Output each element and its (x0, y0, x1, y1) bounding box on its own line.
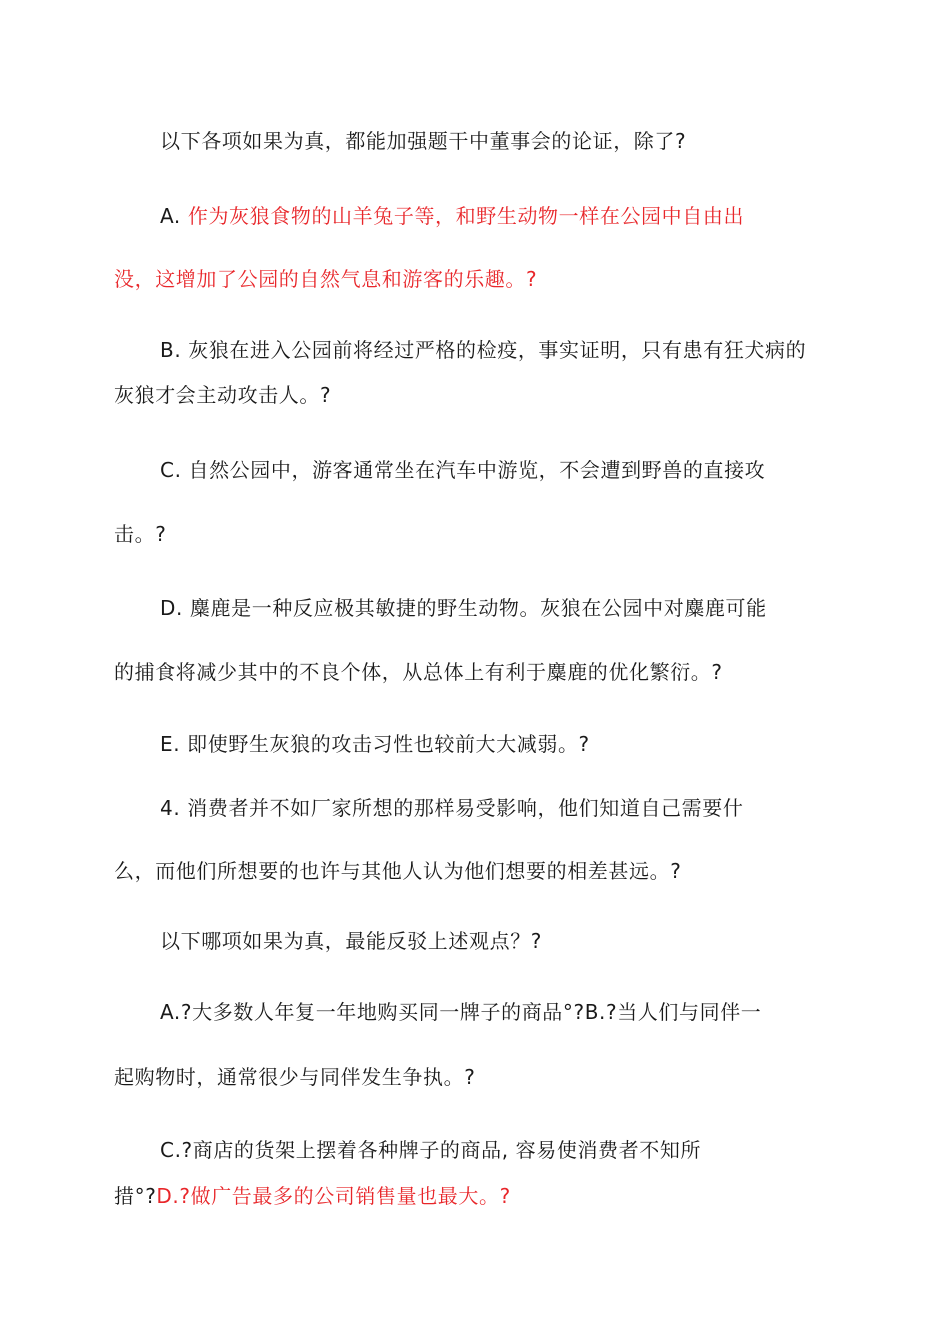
option-a-line-2: 没，这增加了公园的自然气息和游客的乐趣。? (114, 267, 538, 291)
option-c-line-2: 击。? (114, 522, 167, 546)
q4-options-line-1: A.?大多数人年复一年地购买同一牌子的商品°?B.?当人们与同伴一 (160, 1000, 762, 1024)
question-4-prompt: 以下哪项如果为真，最能反驳上述观点？? (160, 929, 543, 953)
option-a-line-1 (160, 202, 744, 230)
option-a-label: A. (160, 204, 188, 228)
q4-options-line-3: C.?商店的货架上摆着各种牌子的商品, 容易使消费者不知所 (160, 1138, 702, 1162)
q4-option-c-tail: 措°? (114, 1184, 157, 1208)
question-4-line-2: 么，而他们所想要的也许与其他人认为他们想要的相差甚远。? (114, 859, 682, 883)
option-e-line: E. 即使野生灰狼的攻击习性也较前大大减弱。? (160, 732, 590, 756)
option-d-line-2: 的捕食将减少其中的不良个体，从总体上有利于麋鹿的优化繁衍。? (114, 660, 723, 684)
option-b-line-2: 灰狼才会主动攻击人。? (114, 383, 332, 407)
question-4-line-1: 4. 消费者并不如厂家所想的那样易受影响，他们知道自己需要什 (160, 796, 744, 820)
q4-options-line-4 (114, 1182, 511, 1210)
option-c-line-1: C. 自然公园中，游客通常坐在汽车中游览，不会遭到野兽的直接攻 (160, 458, 766, 482)
option-d-line-1: D. 麋鹿是一种反应极其敏捷的野生动物。灰狼在公园中对麋鹿可能 (160, 596, 767, 620)
q4-options-line-2: 起购物时，通常很少与同伴发生争执。? (114, 1065, 476, 1089)
question-stem-line: 以下各项如果为真，都能加强题干中董事会的论证，除了? (160, 129, 687, 153)
option-a-text-highlighted: 作为灰狼食物的山羊兔子等，和野生动物一样在公园中自由出 (187, 204, 745, 228)
q4-option-d-highlighted: D.?做广告最多的公司销售量也最大。? (156, 1184, 511, 1208)
option-b-line-1: B. 灰狼在进入公园前将经过严格的检疫，事实证明，只有患有狂犬病的 (160, 338, 807, 362)
